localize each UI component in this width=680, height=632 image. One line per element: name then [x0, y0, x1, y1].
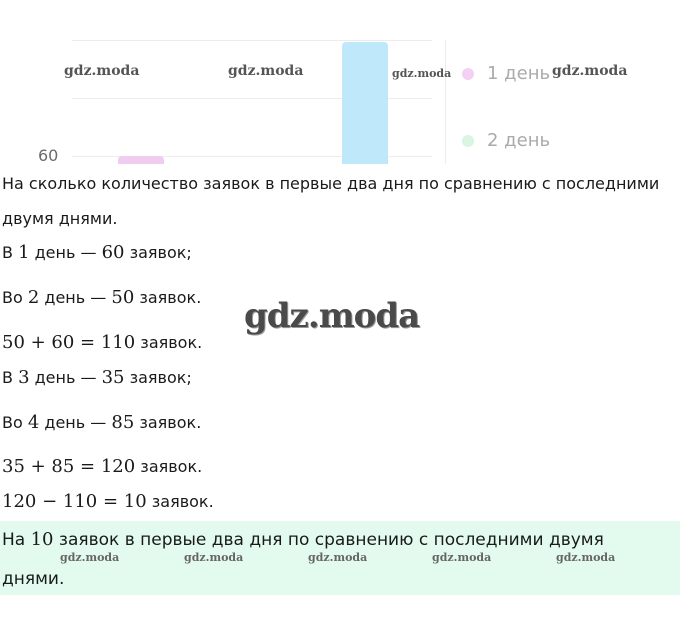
bar-chart-fragment: [0, 0, 680, 170]
text: заявок.: [134, 288, 202, 307]
watermark-large: gdz.moda: [244, 296, 420, 336]
answer-line: днями.: [2, 569, 65, 589]
math: 85: [111, 412, 135, 433]
text: день —: [39, 288, 112, 307]
question-line: На сколько количество заявок в первые два дня по сравнению с последними: [2, 174, 660, 193]
sum1-line: [2, 332, 202, 354]
text: заявок.: [146, 492, 214, 511]
legend-dot: [462, 68, 474, 80]
answer-box: [0, 521, 680, 595]
text: заявок;: [124, 368, 192, 387]
math: 4: [27, 412, 40, 433]
math: 1: [18, 242, 30, 263]
math: 60: [101, 242, 125, 263]
math: 35: [101, 367, 125, 388]
math: 2: [27, 287, 40, 308]
day3-line: [2, 367, 192, 389]
math: 10: [30, 529, 54, 550]
gridline: [72, 40, 432, 41]
watermark: gdz.moda: [228, 63, 304, 79]
watermark: gdz.moda: [556, 551, 616, 564]
watermark: gdz.moda: [432, 551, 492, 564]
watermark: gdz.moda: [552, 63, 628, 79]
legend-item-day2: [462, 130, 550, 151]
watermark: gdz.moda: [184, 551, 244, 564]
math: 50: [111, 287, 135, 308]
answer-line: [2, 529, 604, 551]
text: В: [2, 368, 19, 387]
text: заявок.: [135, 457, 203, 476]
legend-dot: [462, 135, 474, 147]
day1-line: [2, 242, 192, 264]
watermark: gdz.moda: [64, 63, 140, 79]
legend-item-day1: [462, 63, 550, 84]
watermark: gdz.moda: [392, 67, 452, 80]
bar-tall: [342, 42, 388, 164]
y-tick-label: 60: [38, 146, 59, 165]
text: В: [2, 243, 19, 262]
day4-line: [2, 412, 201, 434]
text: заявок.: [135, 333, 203, 352]
bar-day1: [118, 156, 164, 164]
sum2-line: [2, 456, 202, 478]
diff-line: [2, 491, 214, 513]
legend-label: 2 день: [487, 130, 551, 151]
text: Во: [2, 413, 28, 432]
text: Во: [2, 288, 28, 307]
text: день —: [29, 368, 102, 387]
text: день —: [39, 413, 112, 432]
math: 3: [18, 367, 30, 388]
question-line: двумя днями.: [2, 209, 118, 228]
text: заявок.: [134, 413, 202, 432]
day2-line: [2, 287, 201, 309]
watermark: gdz.moda: [308, 551, 368, 564]
math: 120 − 110 = 10: [2, 491, 147, 512]
legend-label: 1 день: [487, 63, 551, 84]
legend-divider: [445, 40, 446, 164]
text: На: [2, 530, 31, 550]
math: 35 + 85 = 120: [2, 456, 136, 477]
text: день —: [29, 243, 102, 262]
watermark: gdz.moda: [60, 551, 120, 564]
math: 50 + 60 = 110: [2, 332, 136, 353]
text: заявок;: [124, 243, 192, 262]
text: заявок в первые два дня по сравнению с последними двумя: [53, 530, 604, 550]
